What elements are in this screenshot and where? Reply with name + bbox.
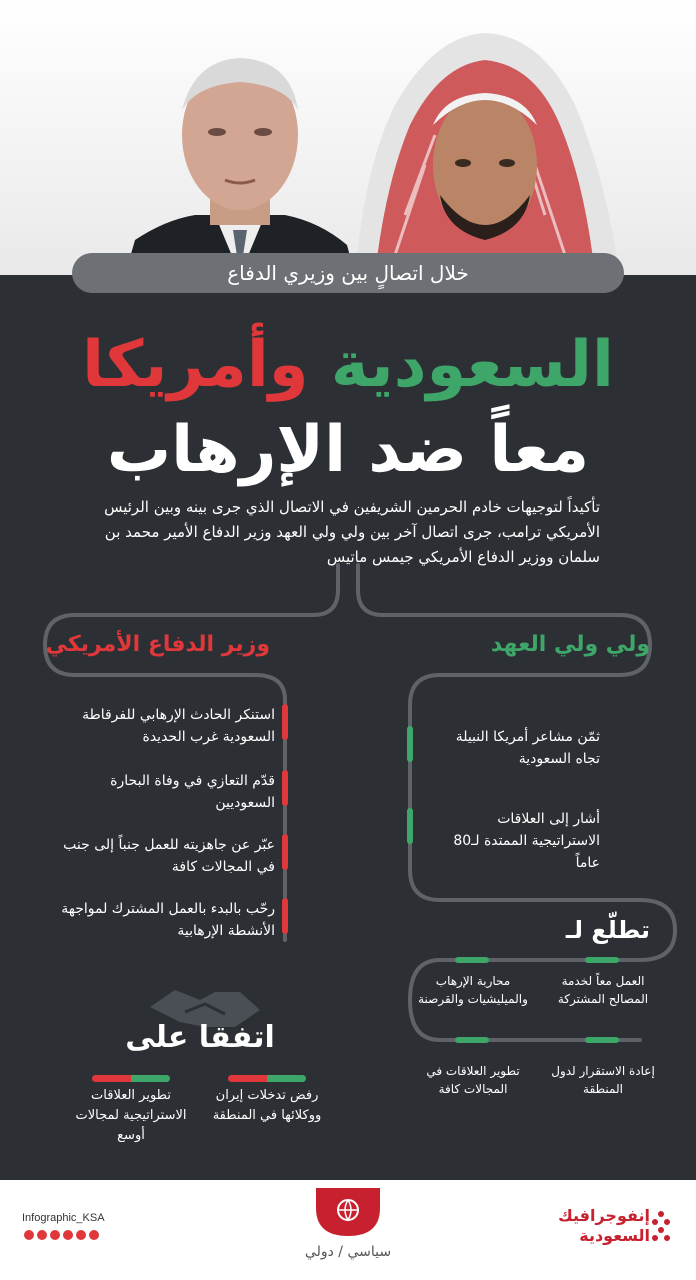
agreed-item-1: رفض تدخلات إيران ووكلائها في المنطقة — [212, 1088, 322, 1123]
globe-icon — [316, 1188, 380, 1236]
twitter-icon[interactable] — [24, 1230, 34, 1240]
us-point-1: استنكر الحادث الإرهابي للفرقاطة السعودية غرب الحديدة — [82, 707, 275, 745]
category-label: سياسي / دولي — [304, 1244, 392, 1260]
brand-name — [540, 1206, 650, 1246]
brand-line2: السعودية — [579, 1226, 650, 1245]
intro-paragraph: تأكيداً لتوجيهات خادم الحرمين الشريفين في الاتصال الذي جرى بينه وبين الرئيس الأمريكي ترامب، جرى اتصال آخر بين ولي ولي العهد وزير الدفاع الأمير محمد بن سلمان ووزير الدفاع الأمريكي جيمس ماتيس — [104, 498, 600, 566]
deputy-crown-prince-title: ولي ولي العهد — [490, 632, 650, 657]
dots-logo-icon — [651, 1210, 671, 1244]
website-icon[interactable] — [89, 1230, 99, 1240]
agreed-marker — [228, 1075, 306, 1082]
snapchat-icon[interactable] — [76, 1230, 86, 1240]
point-marker — [282, 770, 288, 806]
headline-america: وأمريكا — [82, 328, 309, 402]
aspire-title: تطلّع لـ — [565, 916, 650, 944]
agreed-item-2: تطوير العلاقات الاستراتيجية لمجالات أوسع — [75, 1088, 187, 1143]
agreed-marker — [92, 1075, 170, 1082]
point-marker — [282, 834, 288, 870]
aspire-marker — [455, 1037, 489, 1043]
aspire-marker — [585, 957, 619, 963]
point-marker — [407, 808, 413, 844]
aspire-marker — [585, 1037, 619, 1043]
dcp-point-1: ثمّن مشاعر أمريكا النبيلة تجاه السعودية — [455, 729, 600, 767]
aspire-marker — [455, 957, 489, 963]
us-point-3: عبّر عن جاهزيته للعمل جنباً إلى جنب في المجالات كافة — [63, 837, 275, 875]
social-handle[interactable]: Infographic_KSA — [22, 1212, 105, 1224]
us-point-2: قدّم التعازي في وفاة البحارة السعوديين — [110, 773, 275, 811]
point-marker — [282, 704, 288, 740]
brand-line1: إنفوجرافيك — [558, 1206, 650, 1225]
headline-line2: معاً ضد الإرهاب — [106, 413, 590, 487]
point-marker — [407, 726, 413, 762]
dcp-point-2: أشار إلى العلاقات الاستراتيجية الممتدة لـ80 عاماً — [453, 811, 600, 871]
agreed-title: اتفقا على — [125, 1020, 275, 1055]
aspire-item-2: محاربة الإرهاب والميليشيات والقرصنة — [418, 974, 528, 1006]
headline-saudi: السعودية — [330, 328, 614, 402]
subtitle-banner: خلال اتصالٍ بين وزيري الدفاع — [72, 253, 624, 293]
instagram-icon[interactable] — [50, 1230, 60, 1240]
point-marker — [282, 898, 288, 934]
aspire-item-4: تطوير العلاقات في المجالات كافة — [426, 1064, 520, 1096]
aspire-item-1: العمل معاً لخدمة المصالح المشتركة — [557, 974, 649, 1006]
aspire-item-3: إعادة الاستقرار لدول المنطقة — [551, 1064, 655, 1096]
us-defense-secretary-title: وزير الدفاع الأمريكي — [45, 632, 270, 657]
youtube-icon[interactable] — [63, 1230, 73, 1240]
facebook-icon[interactable] — [37, 1230, 47, 1240]
us-point-4: رحّب بالبدء بالعمل المشترك لمواجهة الأنشطة الإرهابية — [61, 901, 275, 939]
social-icons — [24, 1230, 99, 1240]
